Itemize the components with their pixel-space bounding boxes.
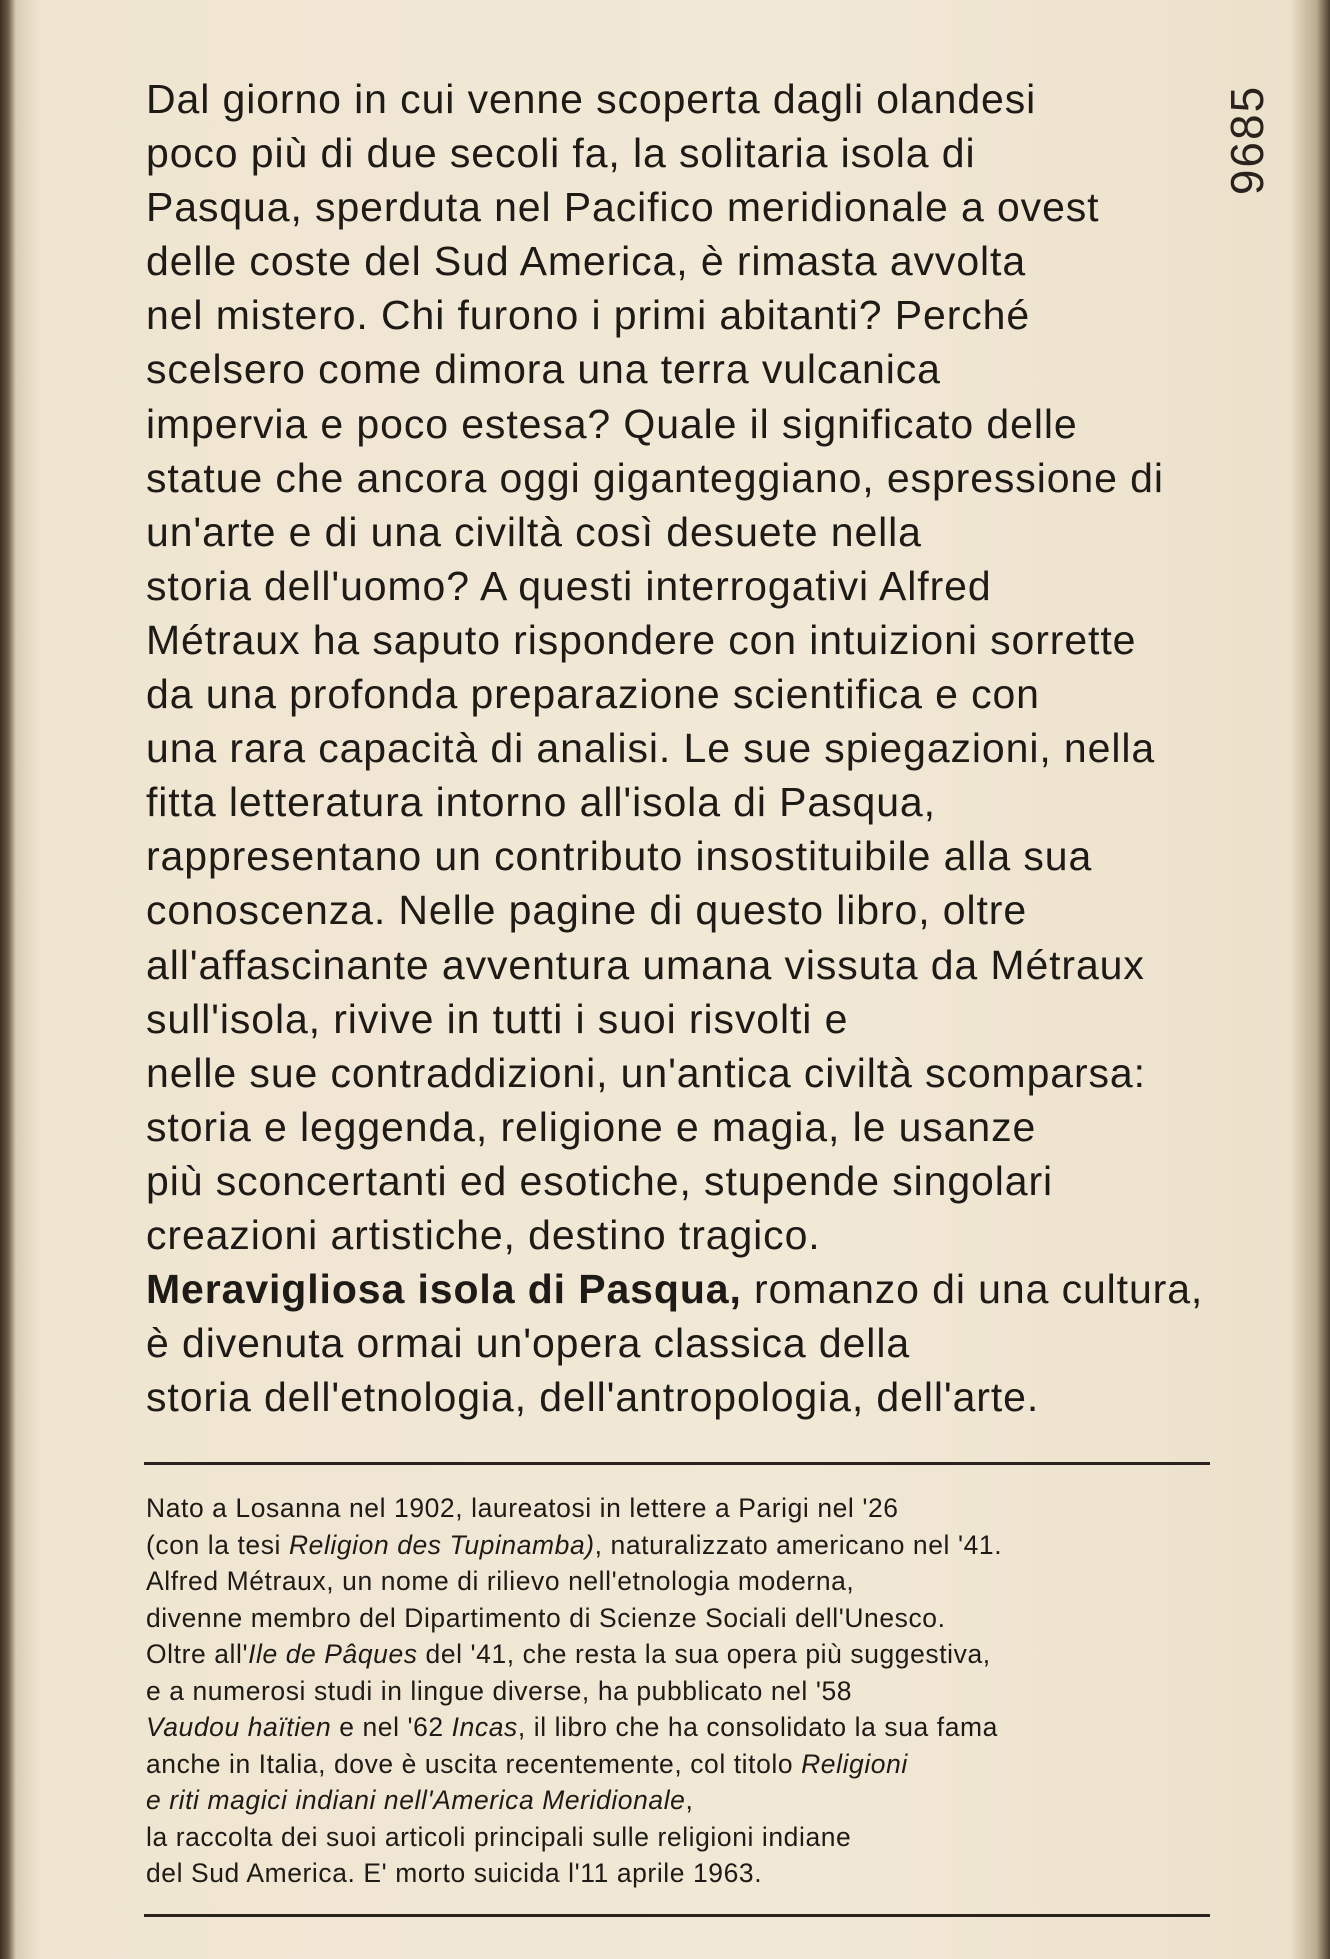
text-segment: romanzo di una cultura, xyxy=(741,1266,1204,1313)
text-segment: storia dell'uomo? A questi interrogativi Alfred xyxy=(146,562,992,609)
blurb-line xyxy=(146,451,1226,505)
blurb-line xyxy=(146,667,1226,721)
bio-line xyxy=(146,1782,1204,1819)
bio-line xyxy=(146,1746,1204,1783)
blurb-line xyxy=(146,613,1226,667)
text-segment: storia dell'etnologia, dell'antropologia, dell'arte. xyxy=(146,1374,1040,1421)
text-segment: sull'isola, rivive in tutti i suoi risvolti e xyxy=(146,995,849,1042)
text-segment: una rara capacità di analisi. Le sue spiegazioni, nella xyxy=(146,725,1156,772)
blurb-line xyxy=(146,829,1226,883)
blurb-line xyxy=(146,72,1226,126)
text-segment: impervia e poco estesa? Quale il significato delle xyxy=(146,400,1078,447)
blurb-line xyxy=(146,288,1226,342)
blurb-line xyxy=(146,397,1226,451)
text-segment: creazioni artistiche, destino tragico. xyxy=(146,1211,821,1258)
blurb-line xyxy=(146,559,1226,613)
text-segment: conoscenza. Nelle pagine di questo libro, oltre xyxy=(146,887,1028,934)
blurb-line xyxy=(146,1370,1226,1424)
blurb-line xyxy=(146,180,1226,234)
text-segment: più sconcertanti ed esotiche, stupende singolari xyxy=(146,1157,1054,1204)
italic-title: Religion des Tupinamba) xyxy=(288,1529,595,1560)
author-biography xyxy=(146,1490,1226,1892)
bio-line xyxy=(146,1709,1204,1746)
text-segment: e nel '62 xyxy=(331,1712,452,1742)
catalog-number: 9685 xyxy=(1221,84,1273,196)
text-segment: anche in Italia, dove è uscita recentemente, col titolo xyxy=(146,1748,802,1779)
blurb-line xyxy=(146,992,1226,1046)
text-segment: all'affascinante avventura umana vissuta da Métraux xyxy=(146,941,1145,988)
bio-line xyxy=(146,1636,1204,1673)
blurb-line xyxy=(146,342,1226,396)
text-segment: Nato a Losanna nel 1902, laureatosi in lettere a Parigi nel '26 xyxy=(146,1493,899,1523)
text-segment: e a numerosi studi in lingue diverse, ha pubblicato nel '58 xyxy=(146,1675,853,1706)
italic-title: e riti magici indiani nell'America Meridionale xyxy=(146,1785,686,1815)
blurb-line xyxy=(146,1262,1226,1316)
bio-line xyxy=(146,1819,1204,1856)
blurb-line xyxy=(146,775,1226,829)
text-segment: da una profonda preparazione scientifica e con xyxy=(146,671,1040,718)
blurb-line xyxy=(146,1100,1226,1154)
bio-line xyxy=(146,1527,1204,1564)
blurb-line xyxy=(146,1316,1226,1370)
text-segment: Pasqua, sperduta nel Pacifico meridionale a ovest xyxy=(146,184,1100,231)
italic-title: Ile de Pâques xyxy=(248,1639,418,1669)
text-segment: scelsero come dimora una terra vulcanica xyxy=(146,346,941,393)
italic-title: Incas xyxy=(451,1712,518,1742)
text-segment: , il libro che ha consolidato la sua fama xyxy=(517,1712,998,1742)
text-segment: delle coste del Sud America, è rimasta avvolta xyxy=(146,238,1027,285)
blurb-line xyxy=(146,721,1226,775)
text-segment: nelle sue contraddizioni, un'antica civiltà scomparsa: xyxy=(146,1049,1146,1096)
divider-top xyxy=(144,1462,1210,1465)
blurb-line xyxy=(146,234,1226,288)
text-segment: , naturalizzato americano nel '41. xyxy=(594,1529,1003,1560)
bold-title: Meravigliosa isola di Pasqua, xyxy=(146,1266,742,1313)
blurb-line xyxy=(146,883,1226,937)
text-segment: poco più di due secoli fa, la solitaria isola di xyxy=(146,130,976,177)
text-segment: la raccolta dei suoi articoli principali sulle religioni indiane xyxy=(146,1821,852,1852)
text-segment: statue che ancora oggi giganteggiano, espressione di xyxy=(146,454,1164,501)
text-segment: fitta letteratura intorno all'isola di Pasqua, xyxy=(146,779,936,826)
blurb-line xyxy=(146,1154,1226,1208)
blurb-line xyxy=(146,1208,1226,1262)
italic-title: Vaudou haïtien xyxy=(146,1712,332,1742)
text-segment: nel mistero. Chi furono i primi abitanti? Perché xyxy=(146,292,1031,339)
divider-bottom xyxy=(144,1914,1210,1917)
text-segment: del '41, che resta la sua opera più suggestiva, xyxy=(417,1639,991,1669)
text-segment: , xyxy=(685,1785,694,1815)
text-segment: Alfred Métraux, un nome di rilievo nell'etnologia moderna, xyxy=(146,1566,855,1596)
text-segment: Dal giorno in cui venne scoperta dagli olandesi xyxy=(146,76,1037,122)
blurb-line xyxy=(146,505,1226,559)
bio-line xyxy=(146,1490,1204,1527)
text-segment: storia e leggenda, religione e magia, le usanze xyxy=(146,1103,1037,1150)
text-segment: un'arte e di una civiltà così desuete nella xyxy=(146,508,922,555)
text-segment: rappresentano un contributo insostituibile alla sua xyxy=(146,833,1093,880)
italic-title: Religioni xyxy=(801,1748,908,1779)
bio-line xyxy=(146,1673,1204,1710)
text-segment: Oltre all' xyxy=(146,1639,249,1669)
blurb-line xyxy=(146,938,1226,992)
bio-line xyxy=(146,1855,1204,1892)
bio-line xyxy=(146,1563,1204,1600)
text-segment: del Sud America. E' morto suicida l'11 aprile 1963. xyxy=(146,1858,763,1888)
blurb-text xyxy=(146,72,1226,1424)
bio-line xyxy=(146,1600,1204,1637)
text-segment: divenne membro del Dipartimento di Scienze Sociali dell'Unesco. xyxy=(146,1602,946,1633)
blurb-line xyxy=(146,1046,1226,1100)
text-segment: Métraux ha saputo rispondere con intuizioni sorrette xyxy=(146,616,1137,663)
blurb-line xyxy=(146,126,1226,180)
text-segment: (con la tesi xyxy=(146,1529,289,1560)
text-segment: è divenuta ormai un'opera classica della xyxy=(146,1320,911,1367)
